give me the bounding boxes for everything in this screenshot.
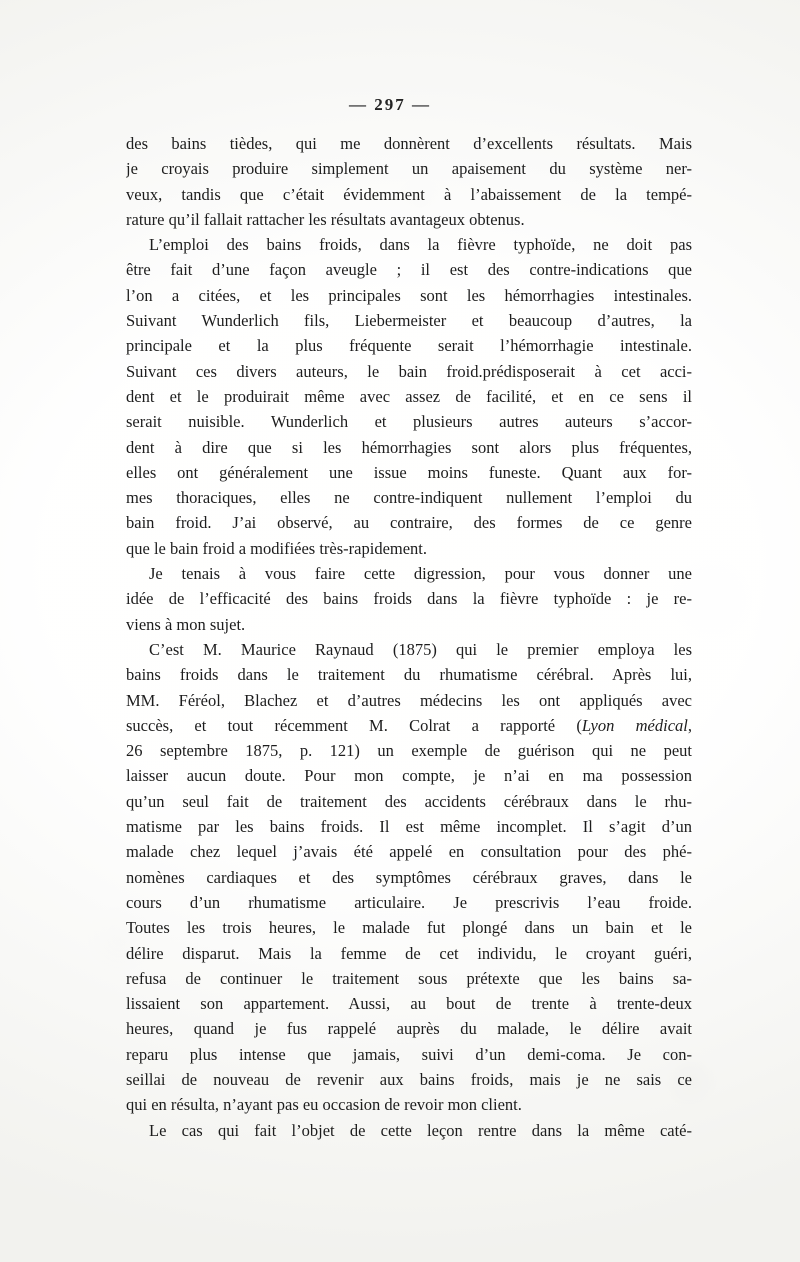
text-line (126, 232, 692, 257)
text-segment: seillai de nouveau de revenir aux bains froids, mais je ne sais ce (126, 1069, 692, 1089)
text-line (126, 763, 692, 788)
text-segment: elles ont généralement une issue moins funeste. Quant aux for- (126, 462, 692, 482)
text-line (126, 814, 692, 839)
text-segment: des bains tièdes, qui me donnèrent d’excellents résultats. Mais (126, 134, 692, 153)
body-text-block (126, 131, 692, 1143)
text-line (126, 789, 692, 814)
text-line (126, 915, 692, 940)
text-segment: MM. Féréol, Blachez et d’autres médecins les ont appliqués avec (126, 690, 692, 710)
text-segment: L’emploi des bains froids, dans la fièvre typhoïde, ne doit pas (149, 235, 692, 255)
text-segment: être fait d’une façon aveugle ; il est des contre-indications que (126, 260, 692, 280)
text-line (126, 1016, 692, 1041)
text-line (126, 890, 692, 915)
text-segment: bain froid. J’ai observé, au contraire, des formes de ce genre (126, 513, 692, 533)
text-segment: bains froids dans le traitement du rhumatisme cérébral. Après lui, (126, 665, 692, 685)
text-line (126, 359, 692, 384)
text-segment: principale et la plus fréquente serait l’hémorrhagie intestinale. (126, 336, 692, 356)
text-segment: viens à mon sujet. (126, 614, 246, 634)
text-line (126, 839, 692, 864)
text-line (126, 713, 692, 738)
page-number: — 297 — (349, 95, 431, 114)
text-segment: je croyais produire simplement un apaisement du système ner- (126, 159, 692, 179)
text-line (126, 182, 692, 207)
text-line (126, 865, 692, 890)
text-segment: Suivant Wunderlich fils, Liebermeister et beaucoup d’autres, la (126, 311, 692, 331)
text-segment: Toutes les trois heures, le malade fut plongé dans un bain et le (126, 918, 692, 938)
text-line (126, 1092, 692, 1117)
text-segment: idée de l’efficacité des bains froids dans la fièvre typhoïde : je re- (126, 589, 692, 609)
text-segment: qui en résulta, n’ayant pas eu occasion de revoir mon client. (126, 1095, 522, 1115)
text-segment: veux, tandis que c’était évidemment à l’abaissement de la tempé- (126, 184, 692, 204)
text-line (126, 688, 692, 713)
text-segment: matisme par les bains froids. Il est même incomplet. Il s’agit d’un (126, 817, 692, 837)
text-segment: Le cas qui fait l’objet de cette leçon rentre dans la même caté- (149, 1120, 692, 1140)
text-segment: Suivant ces divers auteurs, le bain froid.prédisposerait à cet acci- (126, 361, 692, 381)
text-line (126, 536, 692, 561)
text-segment: dent et le produirait même avec assez de facilité, et en ce sens il (126, 386, 692, 406)
text-segment: laisser aucun doute. Pour mon compte, je n’ai en ma possession (126, 766, 692, 786)
text-segment: , (687, 715, 692, 735)
text-line (126, 207, 692, 232)
text-line (126, 257, 692, 282)
text-segment: lissaient son appartement. Aussi, au bout de trente à trente-deux (126, 994, 692, 1014)
text-segment: 26 septembre 1875, p. 121) un exemple de guérison qui ne peut (126, 741, 692, 761)
text-segment: mes thoraciques, elles ne contre-indiquent nullement l’emploi du (126, 488, 692, 508)
text-line (126, 586, 692, 611)
text-segment: qu’un seul fait de traitement des accidents cérébraux dans le rhu- (126, 791, 692, 811)
text-line (126, 738, 692, 763)
text-line (126, 1042, 692, 1067)
text-line (126, 662, 692, 687)
text-segment: délire disparut. Mais la femme de cet individu, le croyant guéri, (126, 943, 692, 963)
text-segment: refusa de continuer le traitement sous prétexte que les bains sa- (126, 968, 692, 988)
text-line (126, 637, 692, 662)
text-line (126, 991, 692, 1016)
text-segment: dent à dire que si les hémorrhagies sont alors plus fréquentes, (126, 437, 692, 457)
text-line (126, 1067, 692, 1092)
text-line (126, 156, 692, 181)
text-line (126, 612, 692, 637)
text-segment: cours d’un rhumatisme articulaire. Je prescrivis l’eau froide. (126, 892, 692, 912)
text-segment: malade chez lequel j’avais été appelé en consultation pour des phé- (126, 842, 692, 862)
text-segment: heures, quand je fus rappelé auprès du malade, le délire avait (126, 1019, 692, 1039)
text-line (126, 941, 692, 966)
text-line (126, 308, 692, 333)
text-line (126, 333, 692, 358)
text-line (126, 510, 692, 535)
text-line (126, 561, 692, 586)
text-line (126, 435, 692, 460)
italic-text-segment: Lyon médical (581, 715, 688, 735)
text-line (126, 1118, 692, 1143)
text-line (126, 409, 692, 434)
text-segment: C’est M. Maurice Raynaud (1875) qui le premier employa les (149, 639, 692, 659)
text-segment: rature qu’il fallait rattacher les résultats avantageux obtenus. (126, 209, 525, 229)
text-line (126, 485, 692, 510)
text-line (126, 966, 692, 991)
text-segment: nomènes cardiaques et des symptômes cérébraux graves, dans le (126, 867, 692, 887)
text-line (126, 283, 692, 308)
text-line (126, 384, 692, 409)
text-line (126, 460, 692, 485)
text-segment: serait nuisible. Wunderlich et plusieurs autres auteurs s’accor- (126, 412, 692, 432)
text-segment: l’on a citées, et les principales sont les hémorrhagies intestinales. (126, 285, 692, 305)
text-segment: reparu plus intense que jamais, suivi d’un demi-coma. Je con- (126, 1044, 692, 1064)
text-segment: succès, et tout récemment M. Colrat a rapporté ( (126, 715, 582, 735)
text-segment: Je tenais à vous faire cette digression, pour vous donner une (149, 564, 692, 584)
text-segment: que le bain froid a modifiées très-rapidement. (126, 538, 428, 558)
text-line (126, 131, 692, 156)
